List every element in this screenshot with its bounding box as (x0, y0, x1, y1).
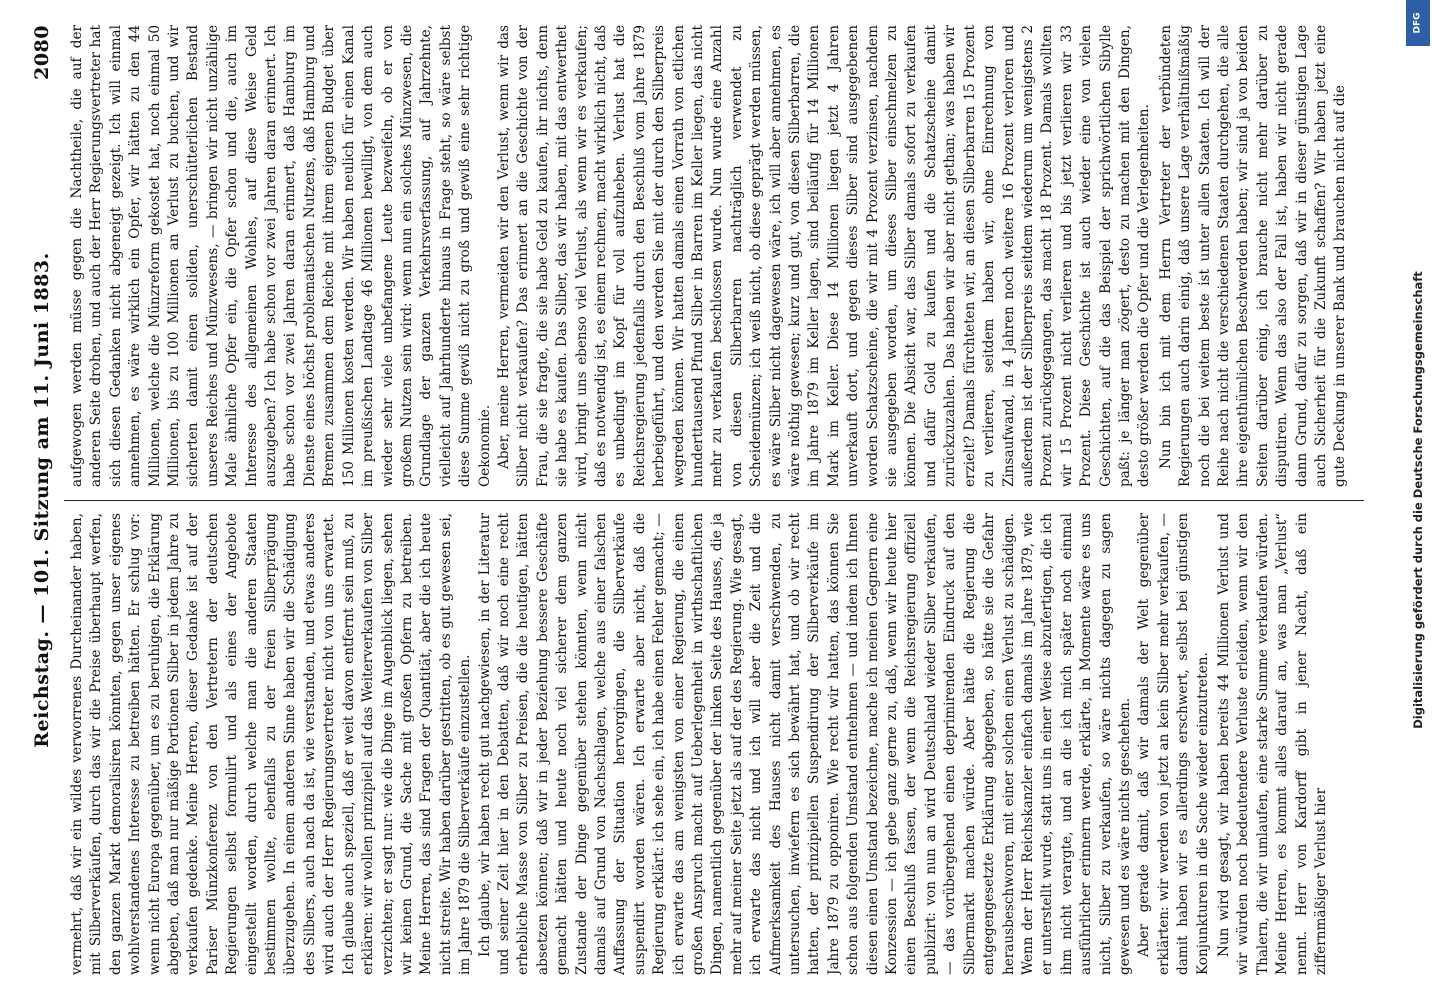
credit-text: Digitalisierung gefördert durch die Deutsche Forschungsgemeinschaft (1411, 271, 1425, 729)
page-title: Reichstag. — 101. Sitzung am 11. Juni 1883. (31, 252, 53, 748)
paragraph: Aber gerade damit, daß wir damals der Welt gegenüber erklärten: wir werden von jetzt an kein Silber mehr verkaufen, — damit haben wir es allerdings erschwert, selbst bei günstigen Konjunkturen in die Sache wieder einzutreten. (1136, 513, 1211, 975)
dfg-logo: DFG (1406, 0, 1430, 46)
page-number: 2080 (31, 25, 53, 80)
right-column (68, 25, 1364, 487)
paragraph: Nun bin ich mit dem Herrn Vertreter der verbündeten Regierungen auch darin einig, daß unsere Lage verhältnißmäßig noch die bei weitem beste ist unter allen Staaten. Ich will der Reihe nach nicht die verschiedenen Staaten durchgehen, die alle ihre eigenthümlichen Beschwerden haben; wir sind ja von beiden Seiten darüber einig, ich brauche nicht mehr darüber zu disputiren. Wenn das also der Fall ist, haben wir nicht gerade dann Grund, dafür zu sorgen, daß wir in dieser günstigen Lage auch Sicherheit für die Zukunft schaffen? Wir haben jetzt eine gute Deckung in unserer Bank und brauchen nicht auf die (1157, 25, 1349, 487)
paragraph: Aber, meine Herren, vermeiden wir den Verlust, wenn wir das Silber nicht verkaufen? Das erinnert an die Geschichte von der Frau, die sie fragte, die sie habe Geld zu kaufen, ihr nichts, denn sie habe es kaufen. Das Silber, das wir haben, mit das entwerthet wird, bringt uns ebenso viel Verlust, als wenn wir es verkaufen; daß es notwendig ist, es einem rechnen, macht wirklich nicht, daß es unbedingt im Kopf für voll aufzuheben. Verlust hat die Reichsregierung jedenfalls durch den Beschluß vom Jahre 1879 herbeigeführt, und den werden Sie mit der durch den Silberpreis wegreden können. Wir hatten damals einen Vorrath von etlichen hunderttausend Pfund Silber in Barren im Keller liegen, das nicht mehr zu verkaufen beschlossen wurde. Nun wurde eine Anzahl von diesen Silberbarren nachträglich verwendet zu Scheidemünzen; ich weiß nicht, ob diese geprägt werden müssen, es wäre Silber nicht dagewesen wäre, ich will aber annehmen, es wäre nöthig gewesen; kurz und gut, von diesen Silberbarren, die im Jahre 1879 im Keller lagen, sind beiläufig für 14 Millionen Mark im Keller. Diese 14 Millionen liegen jetzt 4 Jahren unverkauft dort, und gegen dieses Silber sind ausgegebenen worden Schatzscheine, die wir mit 4 Prozent verzinsen, nachdem sie ausgegeben worden, um dieses Silber einschmelzen zu können. Die Absicht war, das Silber damals sofort zu verkaufen und dafür Gold zu kaufen und die Schatzscheine damit zurückzuzahlen. Das haben wir aber nicht gethan; was haben wir erzielt? Damals fürchteten wir, an diesen Silberbarren 15 Prozent zu verlieren, seitdem haben wir, ohne Einrechnung von Zinsaufwand, in 4 Jahren noch weitere 16 Prozent verloren und außerdem ist der Silberpreis seitdem wiederum um wenigstens 2 Prozent zurückgegangen, das macht 18 Prozent. Damals wollten wir 15 Prozent nicht verlieren und bis jetzt verlieren wir 33 Prozent. Diese Geschichte ist auch wieder eine von vielen Geschichten, auf die das Beispiel der sprichwörtlichen Sibylle paßt: je länger man zögert, desto zu machen mit den Dingen, desto größer werden die Opfer und die Verlegenheiten. (495, 25, 1153, 487)
page-header (24, 25, 60, 975)
left-column (68, 513, 1364, 975)
paragraph: aufgewogen werden müsse gegen die Nachtheile, die auf der anderen Seite drohen, und auch der Herr Regierungsvertreter hat sich diesen Gedanken nicht abgeneigt gezeigt. Ich will einmal annehmen, es wäre wirklich ein Opfer, wir hätten zu den 44 Millionen, welche die Münzreform gekostet hat, noch einmal 50 Millionen, bis zu 100 Millionen an Verlust zu buchen, und wir sicherten damit einen soliden, unerschütterlichen Bestand unseres Reiches und Münzwesens, — bringen wir nicht unzählige Male ähnliche Opfer ein, die Opfer schon und die, auch im Interesse des allgemeinen Wohles, auf diese Weise Geld auszugeben? Ich habe schon vor zwei Jahren daran erinnert. Ich habe schon vor zwei Jahren daran erinnert, daß Hamburg im Dienste eines höchst problematischen Nutzens, daß Hamburg und Bremen zusammen dem Reiche mit ihrem eigenen Budget über 150 Millionen kosten werden. Wir haben neulich für einen Kanal im preußischen Landtage 46 Millionen bewilligt, von dem auch wieder sehr viele unbefangene Leute bezweifeln, ob er von großem Nutzen sein wird: wenn nun ein solches Münzwesen, die Grundlage der ganzen Verkehrsverfassung, auf Jahrzehnte, vielleicht auf Jahrhunderte hinaus in Frage steht, so wäre selbst diese Summe gewiß nicht zu groß und gewiß eine sehr richtige Oekonomie. (69, 25, 493, 487)
paragraph: Ich glaube, wir haben recht gut nachgewiesen, in der Literatur und seiner Zeit hier in den Debatten, daß wir noch eine recht erhebliche Masse von Silber zu Preisen, die die heutigen, hätten absetzen können; daß wir in jeder Beziehung bessere Geschäfte gemacht hätten und heute noch viel sicherer dem ganzen Zustande der Dinge gegenüber stehen könnten, wenn nicht damals auf Grund von Nachschlagen, welche aus einer falschen Auffassung der Situation hervorgingen, die Silberverkäufe suspendirt worden wären. Ich erwarte aber nicht, daß die Regierung erklärt: ich sehe ein, ich habe einen Fehler gemacht; — ich erwarte das am wenigsten von einer Regierung, die einen großen Anspruch macht auf Ueberlegenheit in wirthschaftlichen Dingen, namentlich gegenüber der linken Seite des Hauses, die ja mehr auf meiner Seite jetzt als auf der des Regierung. Wie gesagt, ich erwarte das nicht und ich will aber die Zeit und die Aufmerksamkeit des Hauses nicht damit verschwenden, zu untersuchen, inwiefern es sich bewährt hat, und ob wir recht hatten, der prinzipiellen Suspendirung der Silberverkäufe im Jahre 1879 zu opponiren. Wie recht wir hatten, das können Sie schon aus folgenden Umstand entnehmen — und indem ich Ihnen diesen einen Umstand bezeichne, mache ich meinen Gegnern eine Konzession — ich gebe ganz gerne zu, daß, wenn wir heute hier einen Beschluß fassen, der wenn die Reichsregierung offiziell publizirt: von nun an wird Deutschland wieder Silber verkaufen, — das vorübergehend einen deprimirenden Eindruck auf den Silbermarkt machen würde. Aber hätte die Regierung die entgegengesetzte Erklärung abgegeben, so hätte sie die Gefahr herausbeschworen, mit einer solchen einen Verlust zu schädigen. Wenn der Herr Reichskanzler einfach damals im Jahre 1879, wie er unterstellt wurde, statt uns in einer Weise abzufertigen, die ich ihm nicht verargte, und an die ich mich später noch einmal ausführlicher erinnern werde, erklärte, in Momente wäre es uns nicht, Silber zu verkaufen, so wäre nichts dagegen zu sagen gewesen und es wäre nichts geschehen. (476, 513, 1133, 975)
paragraph: Nun wird gesagt, wir haben bereits 44 Millionen Verlust und wir würden noch bedeutendere Verluste erleiden, wenn wir den Thalern, die wir umlaufen, eine starke Summe verkaufen würden. Meine Herren, es kommt alles darauf an, was man „Verlust“ nennt. Herr von Kardorff gibt in jener Nacht, daß ein ziffernmäßiger Verlust hier (1215, 513, 1329, 975)
scanned-page (14, 25, 1374, 975)
paragraph: vermehrt, daß wir ein wildes verworrenes Durcheinander haben, mit Silberverkäufen, durch das wir die Preise überhaupt werfen, den ganzen Markt demoralisiren könnten, gegen unser eigenes wohlverstandenes Interesse zu betreiben hätten. Er schlug vor: wenn nicht Europa gegenüber, um es zu beruhigen, die Erklärung abgeben, daß man nur mäßige Portionen Silber in jedem Jahre zu verkaufen gedenke. Meine Herren, dieser Gedanke ist auf der Pariser Münzkonferenz von den Vertretern der deutschen Regierungen selbst formulirt und als eines der Angebote eingestellt worden, durch welche man die anderen Staaten bestimmen wollte, ebenfalls zu der freien Silberprägung überzugehen. In einem anderen Sinne haben wir die Schädigung des Silbers, auch nach da ist, wie verstanden, und etwas anderes wird auch der Herr Regierungsvertreter nicht von uns erwartet. Ich glaube auch speziell, daß er weit davon entfernt sein muß, zu erklären: wir wollen prinzipiell auf das Weiterverkaufen von Silber verzichten; er sagt nur: wie die Dinge im Augenblick liegen, sehen wir keinen Grund, die Sache mit großen Opfern zu betreiben. Meine Herren, das sind Fragen der Quantität, aber die ich heute nicht streite. Wir haben darüber gestritten, ob es gut gewesen sei, im Jahre 1879 die Silberverkäufe einzustellen. (69, 513, 474, 975)
column-divider (64, 500, 1364, 501)
